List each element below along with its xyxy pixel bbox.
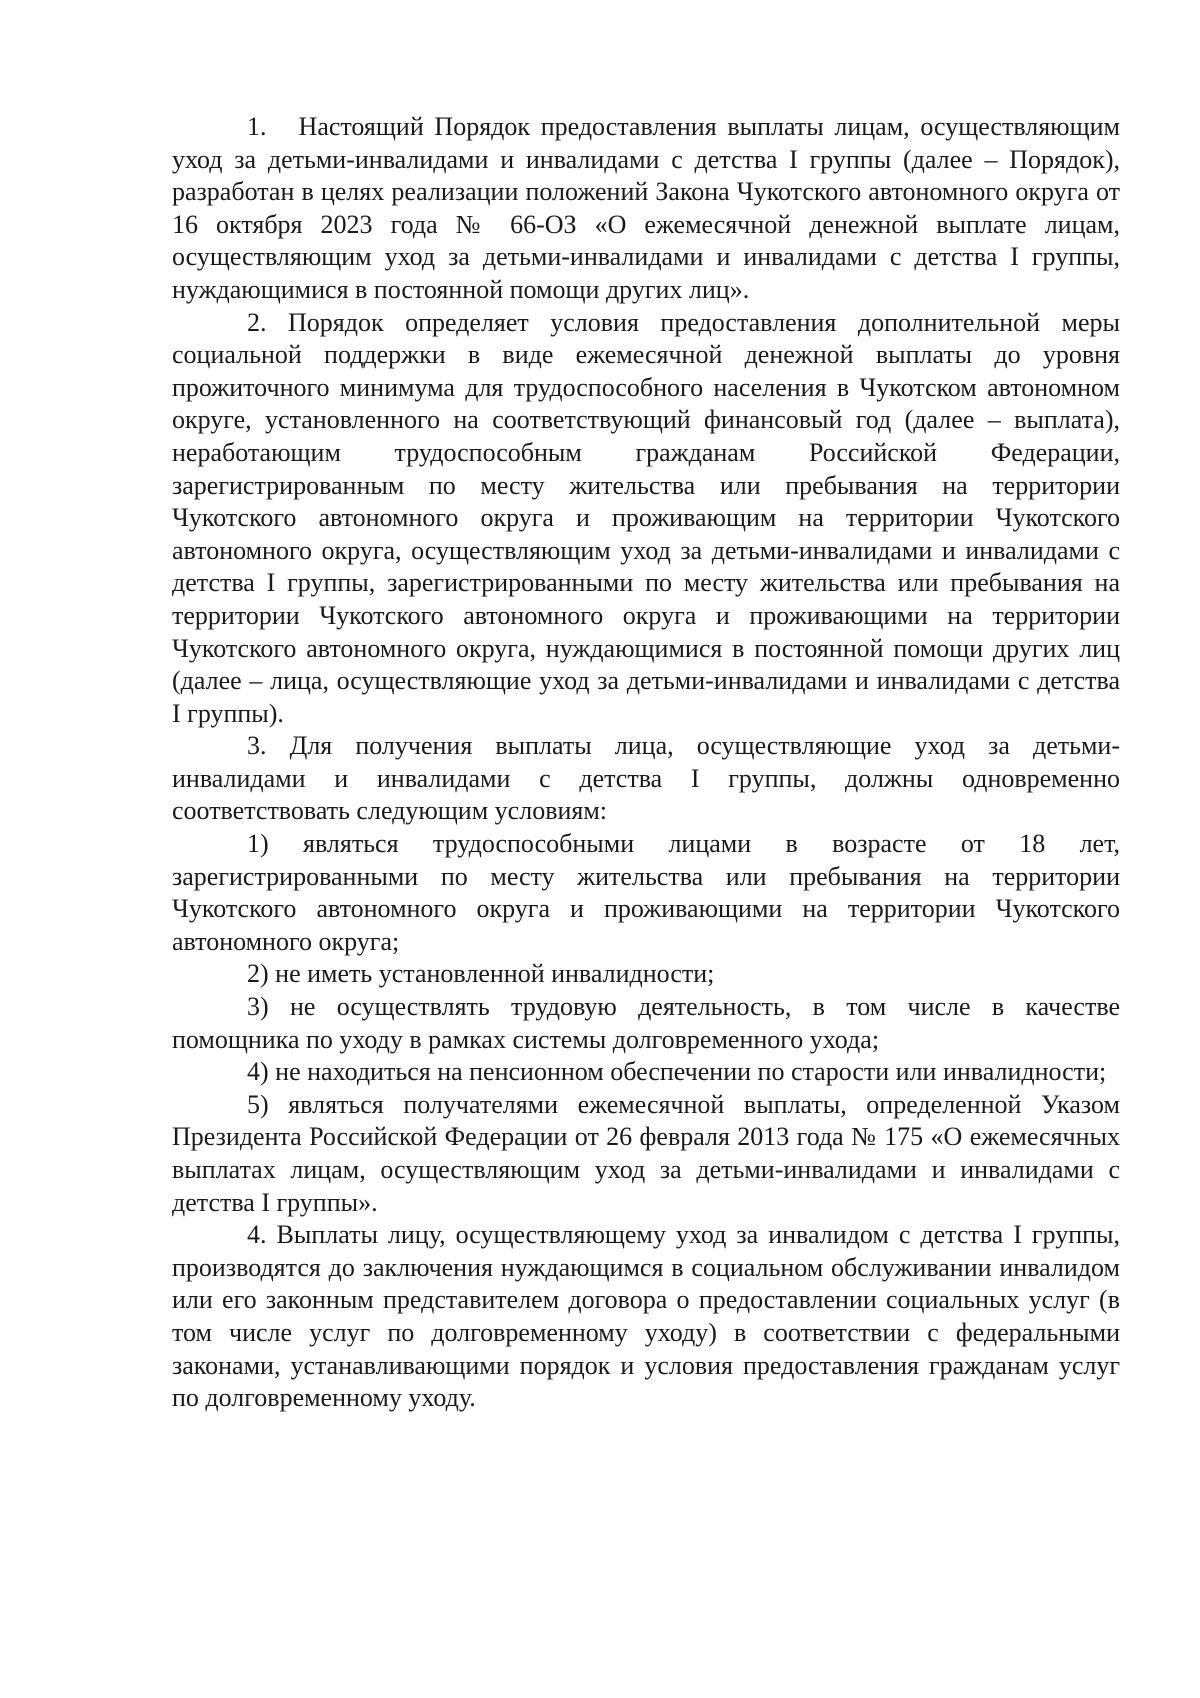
paragraph-4-payments: 4. Выплаты лицу, осуществляющему уход за инвалидом с детства I группы, производятся до заключения нуждающимся в социальном обслуживании инвалидом или его законным представителем договора о предоставлении социальных услуг (в том числе услуг по долговременному уходу) в соответствии с федеральными законами, устанавливающими порядок и условия предоставления гражданам услуг по долговременному уходу.	[172, 1220, 1120, 1413]
list-item-4: 4) не находиться на пенсионном обеспечении по старости или инвалидности;	[247, 1057, 1107, 1087]
list-item-3: 3) не осуществлять трудовую деятельность, в том числе в качестве помощника по уходу в рамках системы долговременного ухода;	[172, 992, 1120, 1054]
paragraph-3-requirements: 3. Для получения выплаты лица, осуществляющие уход за детьми-инвалидами и инвалидами с детства I группы, должны одновременно соответствовать следующим условиям:	[172, 731, 1120, 826]
paragraph-2-conditions: 2. Порядок определяет условия предоставления дополнительной меры социальной поддержки в виде ежемесячной денежной выплаты до уровня прожиточного минимума для трудоспособного населения в Чукотском автономном округе, установленного на соответствующий финансовый год (далее – выплата), неработающим трудоспособным гражданам Российской Федерации, зарегистрированным по месту жительства или пребывания на территории Чукотского автономного округа и проживающим на территории Чукотского автономного округа, осуществляющим уход за детьми-инвалидами и инвалидами с детства I группы, зарегистрированными по месту жительства или пребывания на территории Чукотского автономного округа и проживающими на территории Чукотского автономного округа, нуждающимися в постоянной помощи других лиц (далее – лица, осуществляющие уход за детьми-инвалидами и инвалидами с детства I группы).	[172, 307, 1120, 728]
list-item-5: 5) являться получателями ежемесячной выплаты, определенной Указом Президента Российской Федерации от 26 февраля 2013 года № 175 «О ежемесячных выплатах лицам, осуществляющим уход за детьми-инвалидами и инвалидами с детства I группы».	[172, 1089, 1120, 1217]
list-item-2: 2) не иметь установленной инвалидности;	[247, 959, 715, 989]
paragraph-1-purpose: 1. Настоящий Порядок предоставления выплаты лицам, осуществляющим уход за детьми-инвалидами и инвалидами с детства I группы (далее – Порядок), разработан в целях реализации положений Закона Чукотского автономного округа от 16 октября 2023 года № 66-ОЗ «О ежемесячной денежной выплате лицам, осуществляющим уход за детьми-инвалидами и инвалидами с детства I группы, нуждающимися в постоянной помощи других лиц».	[172, 112, 1120, 304]
list-item-1: 1) являться трудоспособными лицами в возрасте от 18 лет, зарегистрированными по месту жительства или пребывания на территории Чукотского автономного округа и проживающими на территории Чукотского автономного округа;	[172, 829, 1120, 956]
document-page	[172, 111, 1120, 1415]
